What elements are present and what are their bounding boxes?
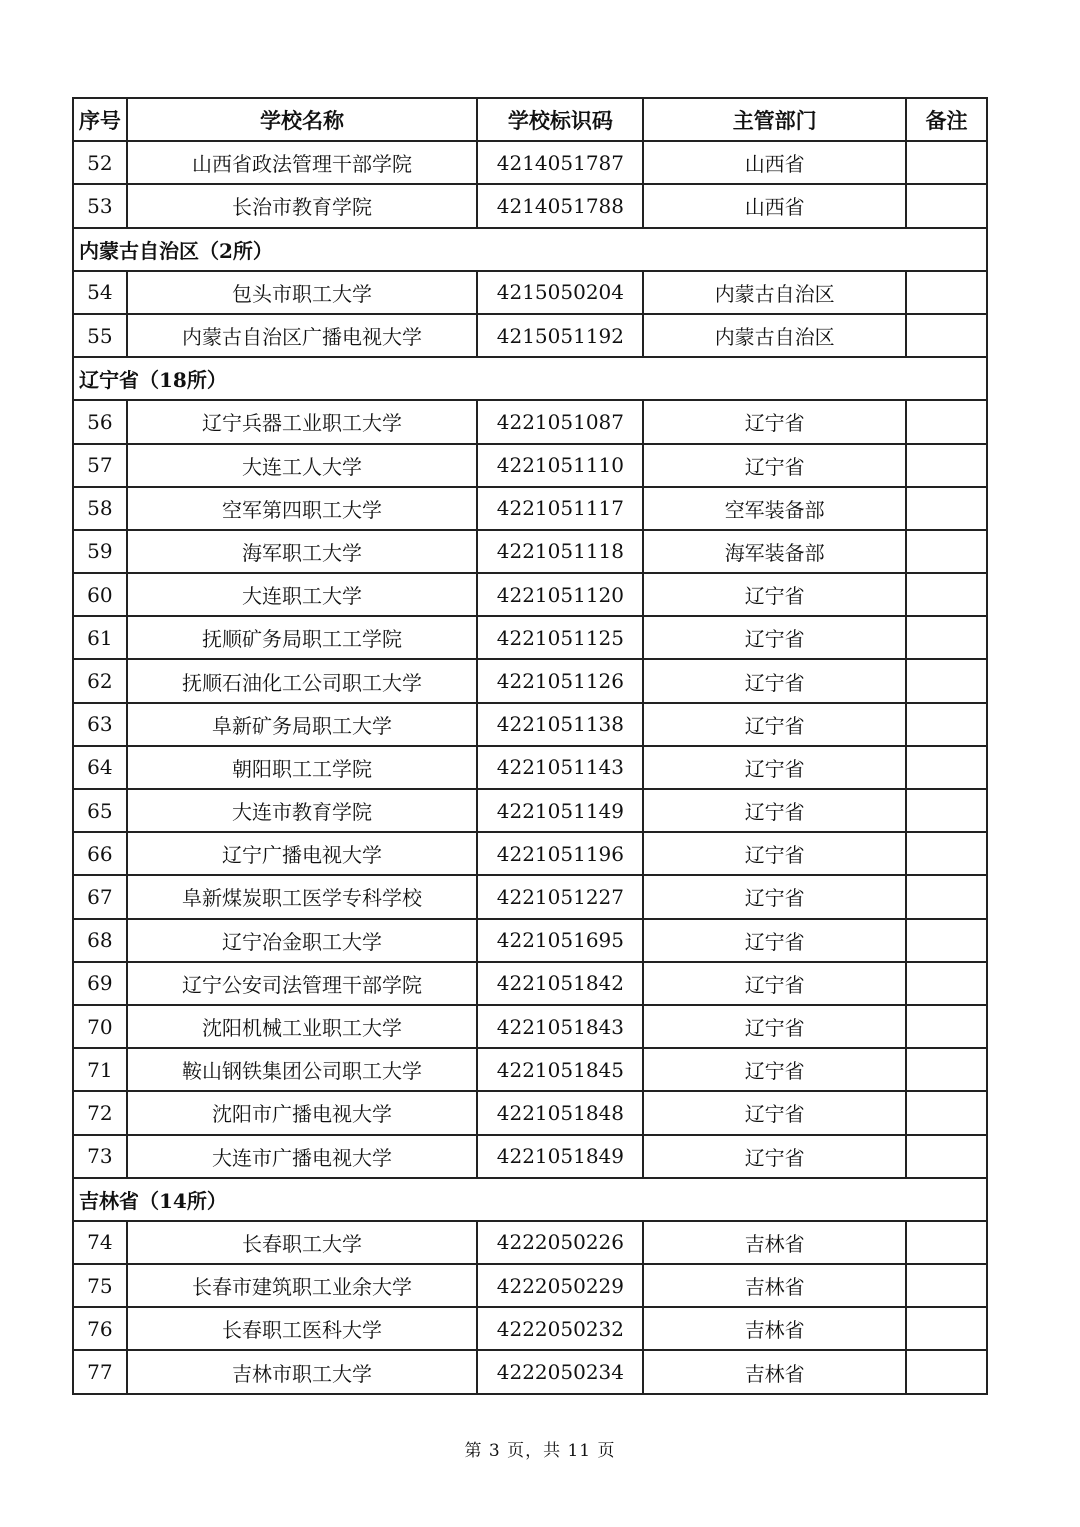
cell-serial-number: 55 bbox=[73, 314, 127, 357]
cell-school-name: 长春职工大学 bbox=[127, 1221, 478, 1264]
cell-remarks bbox=[906, 789, 987, 832]
cell-department: 辽宁省 bbox=[643, 659, 905, 702]
cell-remarks bbox=[906, 271, 987, 314]
table-row bbox=[73, 1135, 987, 1178]
cell-school-name: 山西省政法管理干部学院 bbox=[127, 141, 478, 184]
cell-serial-number: 63 bbox=[73, 703, 127, 746]
table-body bbox=[73, 141, 987, 1393]
cell-school-name: 长春市建筑职工业余大学 bbox=[127, 1264, 478, 1307]
cell-department: 吉林省 bbox=[643, 1307, 905, 1350]
cell-school-name: 大连市教育学院 bbox=[127, 789, 478, 832]
cell-department: 辽宁省 bbox=[643, 746, 905, 789]
cell-remarks bbox=[906, 746, 987, 789]
cell-school-name: 包头市职工大学 bbox=[127, 271, 478, 314]
table-row bbox=[73, 789, 987, 832]
cell-serial-number: 52 bbox=[73, 141, 127, 184]
table-row bbox=[73, 1221, 987, 1264]
table-row bbox=[73, 962, 987, 1005]
cell-serial-number: 72 bbox=[73, 1091, 127, 1134]
cell-remarks bbox=[906, 1221, 987, 1264]
cell-school-code: 4221051845 bbox=[477, 1048, 643, 1091]
cell-remarks bbox=[906, 530, 987, 573]
cell-serial-number: 66 bbox=[73, 832, 127, 875]
cell-department: 吉林省 bbox=[643, 1350, 905, 1393]
cell-serial-number: 75 bbox=[73, 1264, 127, 1307]
cell-serial-number: 53 bbox=[73, 184, 127, 227]
cell-school-code: 4221051126 bbox=[477, 659, 643, 702]
cell-school-code: 4222050234 bbox=[477, 1350, 643, 1393]
cell-remarks bbox=[906, 444, 987, 487]
table-row bbox=[73, 573, 987, 616]
cell-department: 内蒙古自治区 bbox=[643, 314, 905, 357]
section-title: 内蒙古自治区（2所） bbox=[73, 228, 987, 271]
table-row bbox=[73, 616, 987, 659]
cell-school-name: 内蒙古自治区广播电视大学 bbox=[127, 314, 478, 357]
table-row bbox=[73, 1048, 987, 1091]
table-row bbox=[73, 703, 987, 746]
cell-remarks bbox=[906, 875, 987, 918]
cell-school-code: 4222050232 bbox=[477, 1307, 643, 1350]
cell-serial-number: 59 bbox=[73, 530, 127, 573]
cell-remarks bbox=[906, 832, 987, 875]
table-row bbox=[73, 1091, 987, 1134]
table-row bbox=[73, 746, 987, 789]
cell-department: 辽宁省 bbox=[643, 616, 905, 659]
cell-department: 辽宁省 bbox=[643, 573, 905, 616]
cell-school-name: 抚顺石油化工公司职工大学 bbox=[127, 659, 478, 702]
header-school-name: 学校名称 bbox=[127, 98, 478, 141]
cell-remarks bbox=[906, 616, 987, 659]
cell-school-name: 朝阳职工工学院 bbox=[127, 746, 478, 789]
cell-school-name: 辽宁公安司法管理干部学院 bbox=[127, 962, 478, 1005]
cell-school-code: 4215051192 bbox=[477, 314, 643, 357]
cell-serial-number: 73 bbox=[73, 1135, 127, 1178]
section-header-row bbox=[73, 357, 987, 400]
section-header-row bbox=[73, 1178, 987, 1221]
cell-department: 内蒙古自治区 bbox=[643, 271, 905, 314]
table-row bbox=[73, 1264, 987, 1307]
cell-serial-number: 58 bbox=[73, 487, 127, 530]
cell-remarks bbox=[906, 1350, 987, 1393]
cell-school-code: 4214051788 bbox=[477, 184, 643, 227]
cell-department: 辽宁省 bbox=[643, 875, 905, 918]
cell-remarks bbox=[906, 962, 987, 1005]
cell-school-name: 阜新煤炭职工医学专科学校 bbox=[127, 875, 478, 918]
cell-serial-number: 56 bbox=[73, 400, 127, 443]
cell-school-code: 4221051849 bbox=[477, 1135, 643, 1178]
cell-school-name: 海军职工大学 bbox=[127, 530, 478, 573]
cell-serial-number: 65 bbox=[73, 789, 127, 832]
cell-serial-number: 68 bbox=[73, 919, 127, 962]
cell-remarks bbox=[906, 919, 987, 962]
cell-school-name: 大连工人大学 bbox=[127, 444, 478, 487]
cell-department: 辽宁省 bbox=[643, 919, 905, 962]
cell-remarks bbox=[906, 1091, 987, 1134]
page-number-footer: 第 3 页，共 11 页 bbox=[464, 1441, 616, 1461]
cell-remarks bbox=[906, 1048, 987, 1091]
cell-serial-number: 76 bbox=[73, 1307, 127, 1350]
header-school-code: 学校标识码 bbox=[477, 98, 643, 141]
table-row bbox=[73, 919, 987, 962]
cell-school-code: 4221051143 bbox=[477, 746, 643, 789]
cell-serial-number: 61 bbox=[73, 616, 127, 659]
cell-department: 海军装备部 bbox=[643, 530, 905, 573]
cell-remarks bbox=[906, 314, 987, 357]
cell-remarks bbox=[906, 141, 987, 184]
section-title: 辽宁省（18所） bbox=[73, 357, 987, 400]
table-row bbox=[73, 1307, 987, 1350]
cell-school-code: 4221051843 bbox=[477, 1005, 643, 1048]
cell-department: 辽宁省 bbox=[643, 1091, 905, 1134]
cell-serial-number: 71 bbox=[73, 1048, 127, 1091]
table-row bbox=[73, 271, 987, 314]
cell-school-name: 辽宁兵器工业职工大学 bbox=[127, 400, 478, 443]
cell-school-name: 大连市广播电视大学 bbox=[127, 1135, 478, 1178]
cell-school-code: 4221051848 bbox=[477, 1091, 643, 1134]
table-row bbox=[73, 141, 987, 184]
cell-school-name: 长治市教育学院 bbox=[127, 184, 478, 227]
cell-remarks bbox=[906, 400, 987, 443]
cell-department: 辽宁省 bbox=[643, 789, 905, 832]
cell-school-code: 4221051117 bbox=[477, 487, 643, 530]
cell-school-code: 4222050229 bbox=[477, 1264, 643, 1307]
cell-school-code: 4215050204 bbox=[477, 271, 643, 314]
cell-school-name: 辽宁广播电视大学 bbox=[127, 832, 478, 875]
cell-serial-number: 67 bbox=[73, 875, 127, 918]
cell-department: 空军装备部 bbox=[643, 487, 905, 530]
cell-school-code: 4221051842 bbox=[477, 962, 643, 1005]
header-serial-number: 序号 bbox=[73, 98, 127, 141]
cell-remarks bbox=[906, 1005, 987, 1048]
header-department: 主管部门 bbox=[643, 98, 905, 141]
table-row bbox=[73, 400, 987, 443]
cell-department: 山西省 bbox=[643, 141, 905, 184]
cell-school-code: 4222050226 bbox=[477, 1221, 643, 1264]
cell-department: 辽宁省 bbox=[643, 832, 905, 875]
cell-school-name: 吉林市职工大学 bbox=[127, 1350, 478, 1393]
cell-department: 山西省 bbox=[643, 184, 905, 227]
section-header-row bbox=[73, 228, 987, 271]
cell-school-name: 沈阳机械工业职工大学 bbox=[127, 1005, 478, 1048]
cell-department: 辽宁省 bbox=[643, 444, 905, 487]
cell-department: 辽宁省 bbox=[643, 703, 905, 746]
table-row bbox=[73, 1350, 987, 1393]
table-row bbox=[73, 1005, 987, 1048]
cell-school-name: 抚顺矿务局职工工学院 bbox=[127, 616, 478, 659]
cell-remarks bbox=[906, 184, 987, 227]
cell-department: 辽宁省 bbox=[643, 1005, 905, 1048]
table-row bbox=[73, 444, 987, 487]
cell-school-code: 4221051196 bbox=[477, 832, 643, 875]
cell-serial-number: 60 bbox=[73, 573, 127, 616]
cell-school-code: 4221051125 bbox=[477, 616, 643, 659]
cell-serial-number: 69 bbox=[73, 962, 127, 1005]
cell-serial-number: 64 bbox=[73, 746, 127, 789]
table-row bbox=[73, 314, 987, 357]
header-remarks: 备注 bbox=[906, 98, 987, 141]
cell-school-code: 4221051149 bbox=[477, 789, 643, 832]
cell-serial-number: 57 bbox=[73, 444, 127, 487]
cell-remarks bbox=[906, 659, 987, 702]
cell-school-name: 辽宁冶金职工大学 bbox=[127, 919, 478, 962]
cell-serial-number: 77 bbox=[73, 1350, 127, 1393]
cell-school-name: 长春职工医科大学 bbox=[127, 1307, 478, 1350]
cell-remarks bbox=[906, 703, 987, 746]
cell-school-code: 4221051695 bbox=[477, 919, 643, 962]
cell-department: 辽宁省 bbox=[643, 1135, 905, 1178]
cell-school-code: 4221051138 bbox=[477, 703, 643, 746]
cell-school-code: 4221051110 bbox=[477, 444, 643, 487]
cell-school-code: 4221051227 bbox=[477, 875, 643, 918]
cell-remarks bbox=[906, 1264, 987, 1307]
cell-school-code: 4214051787 bbox=[477, 141, 643, 184]
cell-serial-number: 70 bbox=[73, 1005, 127, 1048]
school-list-table bbox=[72, 97, 988, 1395]
cell-school-name: 大连职工大学 bbox=[127, 573, 478, 616]
cell-remarks bbox=[906, 573, 987, 616]
cell-school-name: 阜新矿务局职工大学 bbox=[127, 703, 478, 746]
cell-school-code: 4221051120 bbox=[477, 573, 643, 616]
cell-serial-number: 74 bbox=[73, 1221, 127, 1264]
table-header-row bbox=[73, 98, 987, 141]
cell-school-name: 沈阳市广播电视大学 bbox=[127, 1091, 478, 1134]
cell-serial-number: 54 bbox=[73, 271, 127, 314]
table-row bbox=[73, 184, 987, 227]
cell-department: 吉林省 bbox=[643, 1221, 905, 1264]
cell-school-name: 空军第四职工大学 bbox=[127, 487, 478, 530]
cell-department: 辽宁省 bbox=[643, 400, 905, 443]
cell-school-code: 4221051118 bbox=[477, 530, 643, 573]
table-row bbox=[73, 832, 987, 875]
table-row bbox=[73, 487, 987, 530]
cell-department: 吉林省 bbox=[643, 1264, 905, 1307]
cell-remarks bbox=[906, 487, 987, 530]
table-row bbox=[73, 530, 987, 573]
cell-remarks bbox=[906, 1135, 987, 1178]
table-row bbox=[73, 659, 987, 702]
cell-department: 辽宁省 bbox=[643, 962, 905, 1005]
cell-serial-number: 62 bbox=[73, 659, 127, 702]
section-title: 吉林省（14所） bbox=[73, 1178, 987, 1221]
cell-school-name: 鞍山钢铁集团公司职工大学 bbox=[127, 1048, 478, 1091]
cell-school-code: 4221051087 bbox=[477, 400, 643, 443]
cell-remarks bbox=[906, 1307, 987, 1350]
cell-department: 辽宁省 bbox=[643, 1048, 905, 1091]
table-row bbox=[73, 875, 987, 918]
